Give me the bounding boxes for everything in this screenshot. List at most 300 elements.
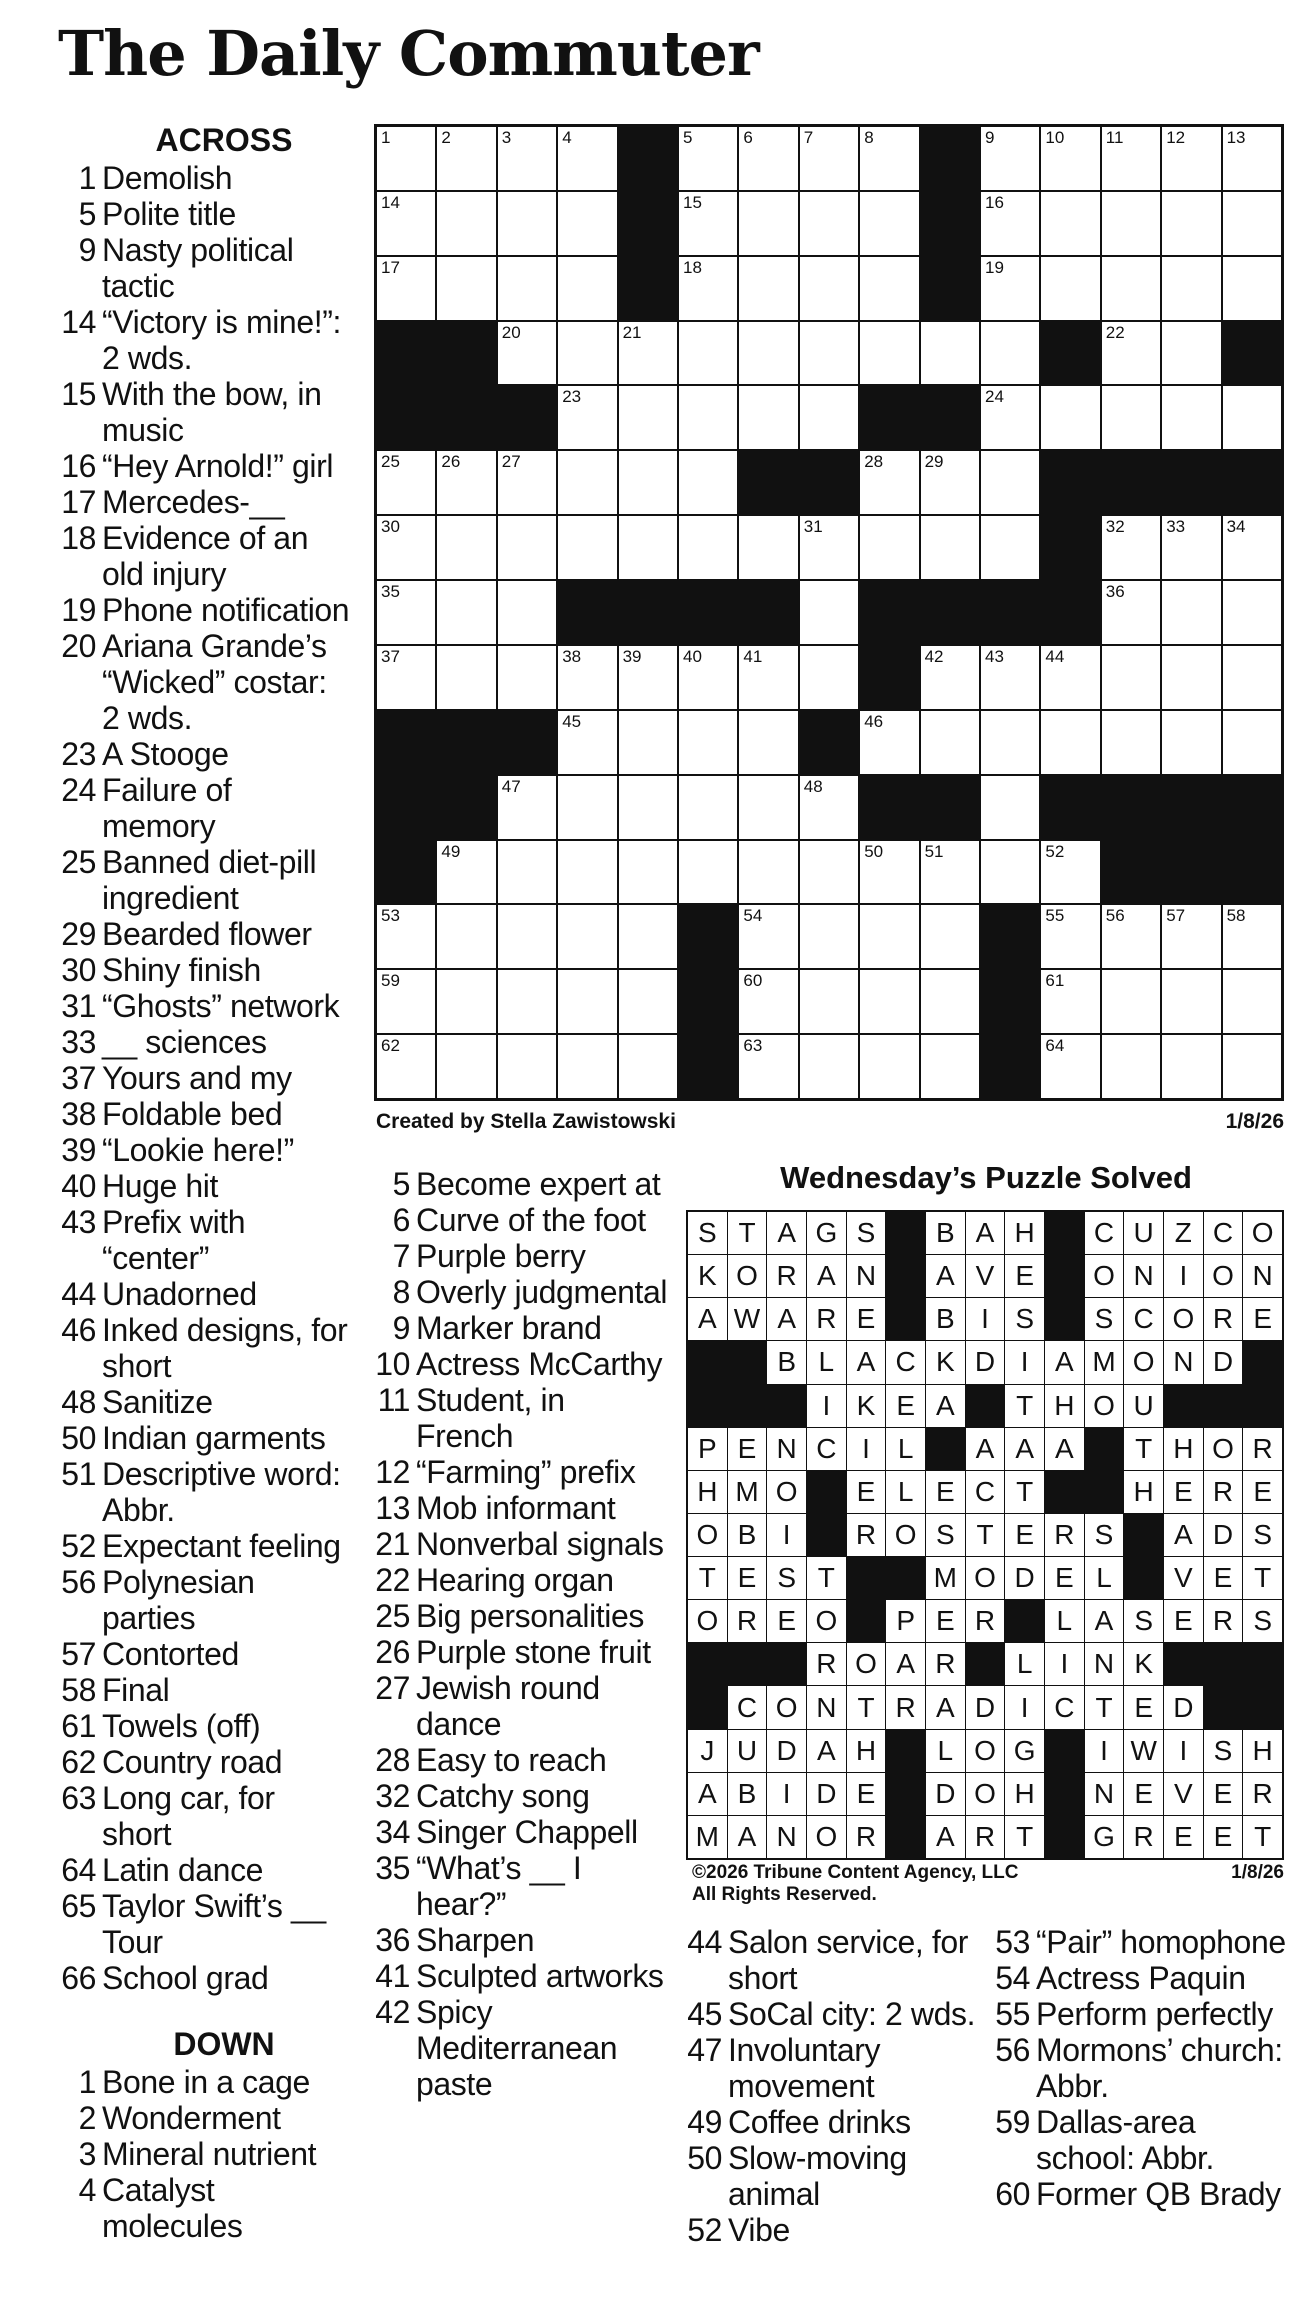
grid-cell[interactable]	[558, 1035, 616, 1098]
grid-cell[interactable]	[1162, 581, 1220, 644]
solution-cell	[1085, 1557, 1124, 1599]
clue-number: 42	[375, 1994, 410, 2030]
grid-cell[interactable]	[739, 841, 797, 904]
grid-cell[interactable]	[921, 646, 979, 709]
black-square	[437, 711, 495, 774]
cell-number: 14	[381, 192, 400, 212]
solution-cell	[728, 1686, 767, 1728]
grid-cell[interactable]	[498, 581, 556, 644]
grid-cell[interactable]	[1102, 905, 1160, 968]
black-square	[860, 646, 918, 709]
grid-cell[interactable]	[860, 1035, 918, 1098]
grid-cell[interactable]	[1162, 711, 1220, 774]
grid-cell[interactable]	[377, 516, 435, 579]
grid-cell[interactable]	[498, 646, 556, 709]
solution-letter: S	[1094, 1518, 1114, 1550]
grid-cell[interactable]	[437, 1035, 495, 1098]
grid-cell[interactable]	[1041, 646, 1099, 709]
solution-cell	[1005, 1773, 1044, 1815]
solution-letter: T	[976, 1518, 994, 1550]
grid-cell[interactable]	[679, 127, 737, 190]
grid-cell[interactable]	[981, 257, 1039, 320]
clue-item	[56, 1888, 352, 1960]
grid-cell[interactable]	[860, 322, 918, 385]
grid-cell[interactable]	[921, 1035, 979, 1098]
cell-number: 34	[1226, 517, 1246, 537]
grid-cell[interactable]	[619, 711, 677, 774]
solution-letter: A	[777, 1303, 796, 1335]
grid-cell[interactable]	[739, 516, 797, 579]
down-clues-column-3	[680, 1924, 980, 2248]
clue-text: Latin dance	[102, 1852, 264, 1888]
grid-cell[interactable]	[1162, 322, 1220, 385]
clue-text: Contorted	[102, 1636, 239, 1672]
solution-letter: A	[777, 1217, 796, 1249]
grid-cell[interactable]	[1223, 905, 1281, 968]
solution-cell	[1124, 1341, 1163, 1383]
grid-cell[interactable]	[437, 451, 495, 514]
solution-letter: B	[777, 1346, 796, 1378]
grid-cell[interactable]	[437, 192, 495, 255]
grid-cell[interactable]	[981, 192, 1039, 255]
grid-cell[interactable]	[558, 257, 616, 320]
solution-cell	[807, 1643, 846, 1685]
clue-item	[56, 1420, 352, 1456]
grid-cell[interactable]	[619, 516, 677, 579]
cell-number: 12	[1166, 128, 1186, 147]
grid-cell[interactable]	[377, 646, 435, 709]
grid-cell[interactable]	[981, 322, 1039, 385]
cell-number: 23	[562, 387, 582, 407]
clue-text: Bearded flower	[102, 916, 312, 952]
cell-number: 53	[381, 906, 400, 926]
grid-cell[interactable]	[1102, 646, 1160, 709]
grid-cell[interactable]	[739, 646, 797, 709]
solution-letter: L	[818, 1346, 835, 1378]
grid-cell[interactable]	[860, 711, 918, 774]
grid-cell[interactable]	[739, 386, 797, 449]
grid-cell[interactable]	[679, 257, 737, 320]
solution-letter: E	[1134, 1777, 1153, 1809]
black-square	[437, 776, 495, 839]
clue-text: Inked designs, for short	[102, 1312, 348, 1384]
grid-cell[interactable]	[981, 386, 1039, 449]
grid-cell[interactable]	[498, 905, 556, 968]
solution-cell	[1045, 1557, 1084, 1599]
clue-item	[990, 1924, 1290, 1960]
grid-cell[interactable]	[1041, 711, 1099, 774]
solution-cell	[926, 1471, 965, 1513]
grid-cell[interactable]	[800, 1035, 858, 1098]
cell-number: 33	[1166, 517, 1186, 537]
grid-cell[interactable]	[679, 646, 737, 709]
grid-cell[interactable]	[800, 581, 858, 644]
grid-cell[interactable]	[498, 516, 556, 579]
grid-cell[interactable]	[498, 127, 556, 190]
solution-cell	[926, 1773, 965, 1815]
grid-cell[interactable]	[1223, 711, 1281, 774]
grid-cell[interactable]	[800, 841, 858, 904]
cell-number: 10	[1045, 128, 1065, 147]
grid-cell[interactable]	[921, 516, 979, 579]
grid-cell[interactable]	[558, 841, 616, 904]
solution-cell	[847, 1816, 886, 1858]
grid-cell[interactable]	[739, 776, 797, 839]
grid-cell[interactable]	[619, 776, 677, 839]
clue-text: Banned diet-pill ingredient	[102, 844, 317, 916]
grid-cell[interactable]	[679, 841, 737, 904]
solution-cell	[1085, 1298, 1124, 1340]
grid-cell[interactable]	[1102, 322, 1160, 385]
grid-cell[interactable]	[679, 711, 737, 774]
grid-cell[interactable]	[921, 711, 979, 774]
grid-cell[interactable]	[1223, 1035, 1281, 1098]
grid-cell[interactable]	[981, 127, 1039, 190]
clue-text: “Lookie here!”	[102, 1132, 294, 1168]
grid-cell[interactable]	[800, 970, 858, 1033]
grid-cell[interactable]	[921, 841, 979, 904]
grid-cell[interactable]	[558, 905, 616, 968]
solution-letter: R	[855, 1820, 877, 1852]
grid-cell[interactable]	[921, 322, 979, 385]
grid-cell[interactable]	[498, 776, 556, 839]
grid-cell[interactable]	[377, 1035, 435, 1098]
grid-cell[interactable]	[558, 451, 616, 514]
solution-cell	[1005, 1385, 1044, 1427]
solution-black-square	[886, 1730, 925, 1772]
grid-cell[interactable]	[558, 711, 616, 774]
grid-cell[interactable]	[981, 516, 1039, 579]
solution-letter: K	[1134, 1648, 1153, 1680]
solution-black-square	[688, 1385, 727, 1427]
grid-cell[interactable]	[1102, 711, 1160, 774]
solution-grid	[686, 1210, 1284, 1860]
grid-cell[interactable]	[1041, 970, 1099, 1033]
grid-cell[interactable]	[619, 970, 677, 1033]
grid-cell[interactable]	[437, 646, 495, 709]
clue-item	[56, 1132, 352, 1168]
grid-cell[interactable]	[739, 322, 797, 385]
copyright-line-1: ©2026 Tribune Content Agency, LLC	[692, 1862, 1019, 1883]
grid-cell[interactable]	[619, 386, 677, 449]
grid-cell[interactable]	[1102, 192, 1160, 255]
solution-cell	[886, 1686, 925, 1728]
grid-cell[interactable]	[800, 257, 858, 320]
clue-number: 61	[61, 1708, 96, 1744]
solution-cell	[688, 1212, 727, 1254]
solution-letter: A	[1054, 1346, 1074, 1378]
grid-cell[interactable]	[1162, 257, 1220, 320]
clue-number: 32	[375, 1778, 410, 1814]
solution-cell	[1164, 1686, 1203, 1728]
grid-cell[interactable]	[437, 127, 495, 190]
grid-cell[interactable]	[1102, 386, 1160, 449]
clue-text: School grad	[102, 1960, 269, 1996]
grid-cell[interactable]	[921, 905, 979, 968]
grid-cell[interactable]	[619, 451, 677, 514]
clue-number: 23	[61, 736, 96, 772]
grid-cell[interactable]	[981, 711, 1039, 774]
grid-cell[interactable]	[1041, 1035, 1099, 1098]
grid-cell[interactable]	[1223, 386, 1281, 449]
grid-cell[interactable]	[860, 127, 918, 190]
grid-cell[interactable]	[498, 841, 556, 904]
grid-cell[interactable]	[1162, 192, 1220, 255]
grid-cell[interactable]	[558, 646, 616, 709]
grid-cell[interactable]	[739, 257, 797, 320]
grid-cell[interactable]	[860, 192, 918, 255]
grid-cell[interactable]	[679, 192, 737, 255]
grid-cell[interactable]	[679, 451, 737, 514]
clue-text: Actress Paquin	[1036, 1960, 1246, 1996]
grid-cell[interactable]	[1102, 516, 1160, 579]
cell-number: 26	[441, 452, 461, 472]
grid-cell[interactable]	[800, 192, 858, 255]
cell-number: 20	[501, 322, 521, 342]
solution-cell	[1005, 1341, 1044, 1383]
grid-cell[interactable]	[860, 516, 918, 579]
grid-cell[interactable]	[558, 127, 616, 190]
solution-cell	[1243, 1816, 1282, 1858]
grid-cell[interactable]	[1223, 257, 1281, 320]
grid-cell[interactable]	[1102, 127, 1160, 190]
grid-cell[interactable]	[498, 1035, 556, 1098]
grid-cell[interactable]	[981, 841, 1039, 904]
grid-cell[interactable]	[800, 776, 858, 839]
grid-cell[interactable]	[1162, 646, 1220, 709]
grid-cell[interactable]	[437, 257, 495, 320]
solution-cell	[1005, 1298, 1044, 1340]
grid-cell[interactable]	[377, 127, 435, 190]
solution-cell	[767, 1255, 806, 1297]
grid-cell[interactable]	[800, 127, 858, 190]
grid-cell[interactable]	[1223, 646, 1281, 709]
grid-cell[interactable]	[739, 711, 797, 774]
solution-cell	[1124, 1471, 1163, 1513]
grid-cell[interactable]	[739, 905, 797, 968]
clue-text: Sharpen	[416, 1922, 535, 1958]
grid-cell[interactable]	[679, 776, 737, 839]
clue-item	[370, 1742, 670, 1778]
solution-letter: E	[935, 1475, 955, 1507]
grid-cell[interactable]	[1223, 516, 1281, 579]
grid-cell[interactable]	[558, 776, 616, 839]
grid-cell[interactable]	[498, 322, 556, 385]
grid-cell[interactable]	[1102, 1035, 1160, 1098]
grid-cell[interactable]	[860, 451, 918, 514]
clue-number: 51	[61, 1456, 96, 1492]
grid-cell[interactable]	[437, 970, 495, 1033]
grid-cell[interactable]	[981, 646, 1039, 709]
clue-text: Mob informant	[416, 1490, 616, 1526]
grid-cell[interactable]	[800, 322, 858, 385]
grid-cell[interactable]	[377, 192, 435, 255]
clue-number: 7	[392, 1238, 410, 1274]
solution-letter: O	[1093, 1260, 1115, 1292]
grid-cell[interactable]	[437, 905, 495, 968]
down-clues-column-2	[370, 1166, 670, 2102]
grid-cell[interactable]	[558, 322, 616, 385]
grid-cell[interactable]	[1223, 970, 1281, 1033]
grid-cell[interactable]	[921, 451, 979, 514]
grid-cell[interactable]	[679, 386, 737, 449]
grid-cell[interactable]	[498, 257, 556, 320]
black-square	[1102, 776, 1160, 839]
clue-item	[370, 1274, 670, 1310]
grid-cell[interactable]	[437, 581, 495, 644]
solution-letter: S	[1015, 1303, 1034, 1335]
grid-cell[interactable]	[800, 646, 858, 709]
grid-cell[interactable]	[558, 970, 616, 1033]
solution-letter: I	[782, 1777, 791, 1809]
grid-cell[interactable]	[619, 646, 677, 709]
solution-letter: N	[1093, 1648, 1115, 1680]
grid-cell[interactable]	[437, 841, 495, 904]
grid-cell[interactable]	[800, 905, 858, 968]
grid-cell[interactable]	[1102, 581, 1160, 644]
solution-cell	[1243, 1212, 1282, 1254]
solution-cell	[1204, 1298, 1243, 1340]
grid-cell[interactable]	[981, 451, 1039, 514]
grid-cell[interactable]	[679, 516, 737, 579]
cell-number: 62	[381, 1036, 400, 1056]
clue-item	[56, 1312, 352, 1384]
grid-cell[interactable]	[498, 192, 556, 255]
grid-cell[interactable]	[498, 970, 556, 1033]
clue-number: 47	[687, 2032, 722, 2068]
grid-cell[interactable]	[739, 192, 797, 255]
grid-cell[interactable]	[619, 905, 677, 968]
solution-cell	[767, 1686, 806, 1728]
grid-cell[interactable]	[1162, 127, 1220, 190]
grid-cell[interactable]	[1223, 127, 1281, 190]
grid-cell[interactable]	[1102, 257, 1160, 320]
solution-letter: R	[1054, 1518, 1075, 1550]
grid-cell[interactable]	[1041, 386, 1099, 449]
grid-cell[interactable]	[1041, 127, 1099, 190]
grid-cell[interactable]	[1162, 905, 1220, 968]
solution-letter: A	[697, 1303, 717, 1335]
solution-cell	[688, 1428, 727, 1470]
grid-cell[interactable]	[1041, 257, 1099, 320]
grid-cell[interactable]	[921, 970, 979, 1033]
solution-letter: A	[737, 1820, 757, 1852]
grid-cell[interactable]	[981, 776, 1039, 839]
grid-cell[interactable]	[498, 451, 556, 514]
grid-cell[interactable]	[558, 192, 616, 255]
clue-text: Vibe	[728, 2212, 790, 2248]
clue-number: 24	[61, 772, 96, 808]
grid-cell[interactable]	[860, 905, 918, 968]
grid-cell[interactable]	[860, 257, 918, 320]
clue-text: Towels (off)	[102, 1708, 261, 1744]
grid-cell[interactable]	[619, 322, 677, 385]
solution-letter: H	[1252, 1734, 1273, 1766]
solution-cell	[728, 1428, 767, 1470]
solution-cell	[1045, 1643, 1084, 1685]
grid-cell[interactable]	[679, 322, 737, 385]
grid-cell[interactable]	[377, 905, 435, 968]
solution-cell	[886, 1643, 925, 1685]
solution-letter: L	[1016, 1648, 1033, 1680]
grid-cell[interactable]	[377, 257, 435, 320]
solution-cell	[1164, 1514, 1203, 1556]
solution-cell	[1164, 1212, 1203, 1254]
solution-cell	[688, 1471, 727, 1513]
solution-cell	[1204, 1471, 1243, 1513]
clue-text: Long car, for short	[102, 1780, 275, 1852]
solution-cell	[966, 1255, 1005, 1297]
grid-cell[interactable]	[800, 516, 858, 579]
clue-text: Hearing organ	[416, 1562, 614, 1598]
grid-cell[interactable]	[739, 1035, 797, 1098]
cell-number: 45	[562, 711, 582, 731]
solution-letter: R	[1252, 1777, 1273, 1809]
cell-number: 25	[381, 452, 400, 472]
solution-cell	[1204, 1255, 1243, 1297]
grid-cell[interactable]	[1223, 581, 1281, 644]
grid-cell[interactable]	[377, 970, 435, 1033]
grid-cell[interactable]	[739, 127, 797, 190]
solution-cell	[926, 1600, 965, 1642]
black-square	[1162, 451, 1220, 514]
grid-cell[interactable]	[377, 451, 435, 514]
solution-letter: E	[777, 1605, 796, 1637]
solution-cell	[886, 1341, 925, 1383]
clue-item	[56, 1096, 352, 1132]
grid-cell[interactable]	[558, 386, 616, 449]
grid-cell[interactable]	[800, 386, 858, 449]
clue-item	[56, 2100, 352, 2136]
grid-cell[interactable]	[860, 841, 918, 904]
grid-cell[interactable]	[1041, 841, 1099, 904]
cell-number: 6	[743, 128, 753, 147]
clue-text: Prefix with “center”	[102, 1204, 246, 1276]
clue-item	[56, 2136, 352, 2172]
grid-cell[interactable]	[1162, 516, 1220, 579]
grid-cell[interactable]	[619, 1035, 677, 1098]
grid-cell[interactable]	[619, 841, 677, 904]
down-clue-list-start	[56, 2064, 352, 2244]
grid-cell[interactable]	[1162, 1035, 1220, 1098]
clue-number: 29	[61, 916, 96, 952]
cell-number: 40	[683, 646, 702, 666]
grid-cell[interactable]	[377, 581, 435, 644]
grid-cell[interactable]	[1162, 970, 1220, 1033]
clue-item	[56, 952, 352, 988]
solution-letter: D	[776, 1734, 797, 1766]
grid-cell[interactable]	[1041, 192, 1099, 255]
clue-number: 1	[78, 2064, 96, 2100]
solution-letter: T	[1254, 1820, 1272, 1852]
grid-cell[interactable]	[437, 516, 495, 579]
clue-number: 45	[687, 1996, 722, 2032]
cell-number: 4	[562, 128, 572, 147]
grid-cell[interactable]	[860, 970, 918, 1033]
cell-number: 60	[743, 971, 763, 991]
grid-cell[interactable]	[558, 516, 616, 579]
grid-cell[interactable]	[1223, 192, 1281, 255]
solution-black-square	[728, 1643, 767, 1685]
grid-cell[interactable]	[739, 970, 797, 1033]
grid-cell[interactable]	[1162, 386, 1220, 449]
grid-cell[interactable]	[1102, 970, 1160, 1033]
clue-number: 44	[687, 1924, 722, 1960]
grid-cell[interactable]	[1041, 905, 1099, 968]
clue-text: Ariana Grande’s “Wicked” costar: 2 wds.	[102, 628, 327, 736]
solution-letter: P	[697, 1432, 717, 1464]
black-square	[739, 581, 797, 644]
